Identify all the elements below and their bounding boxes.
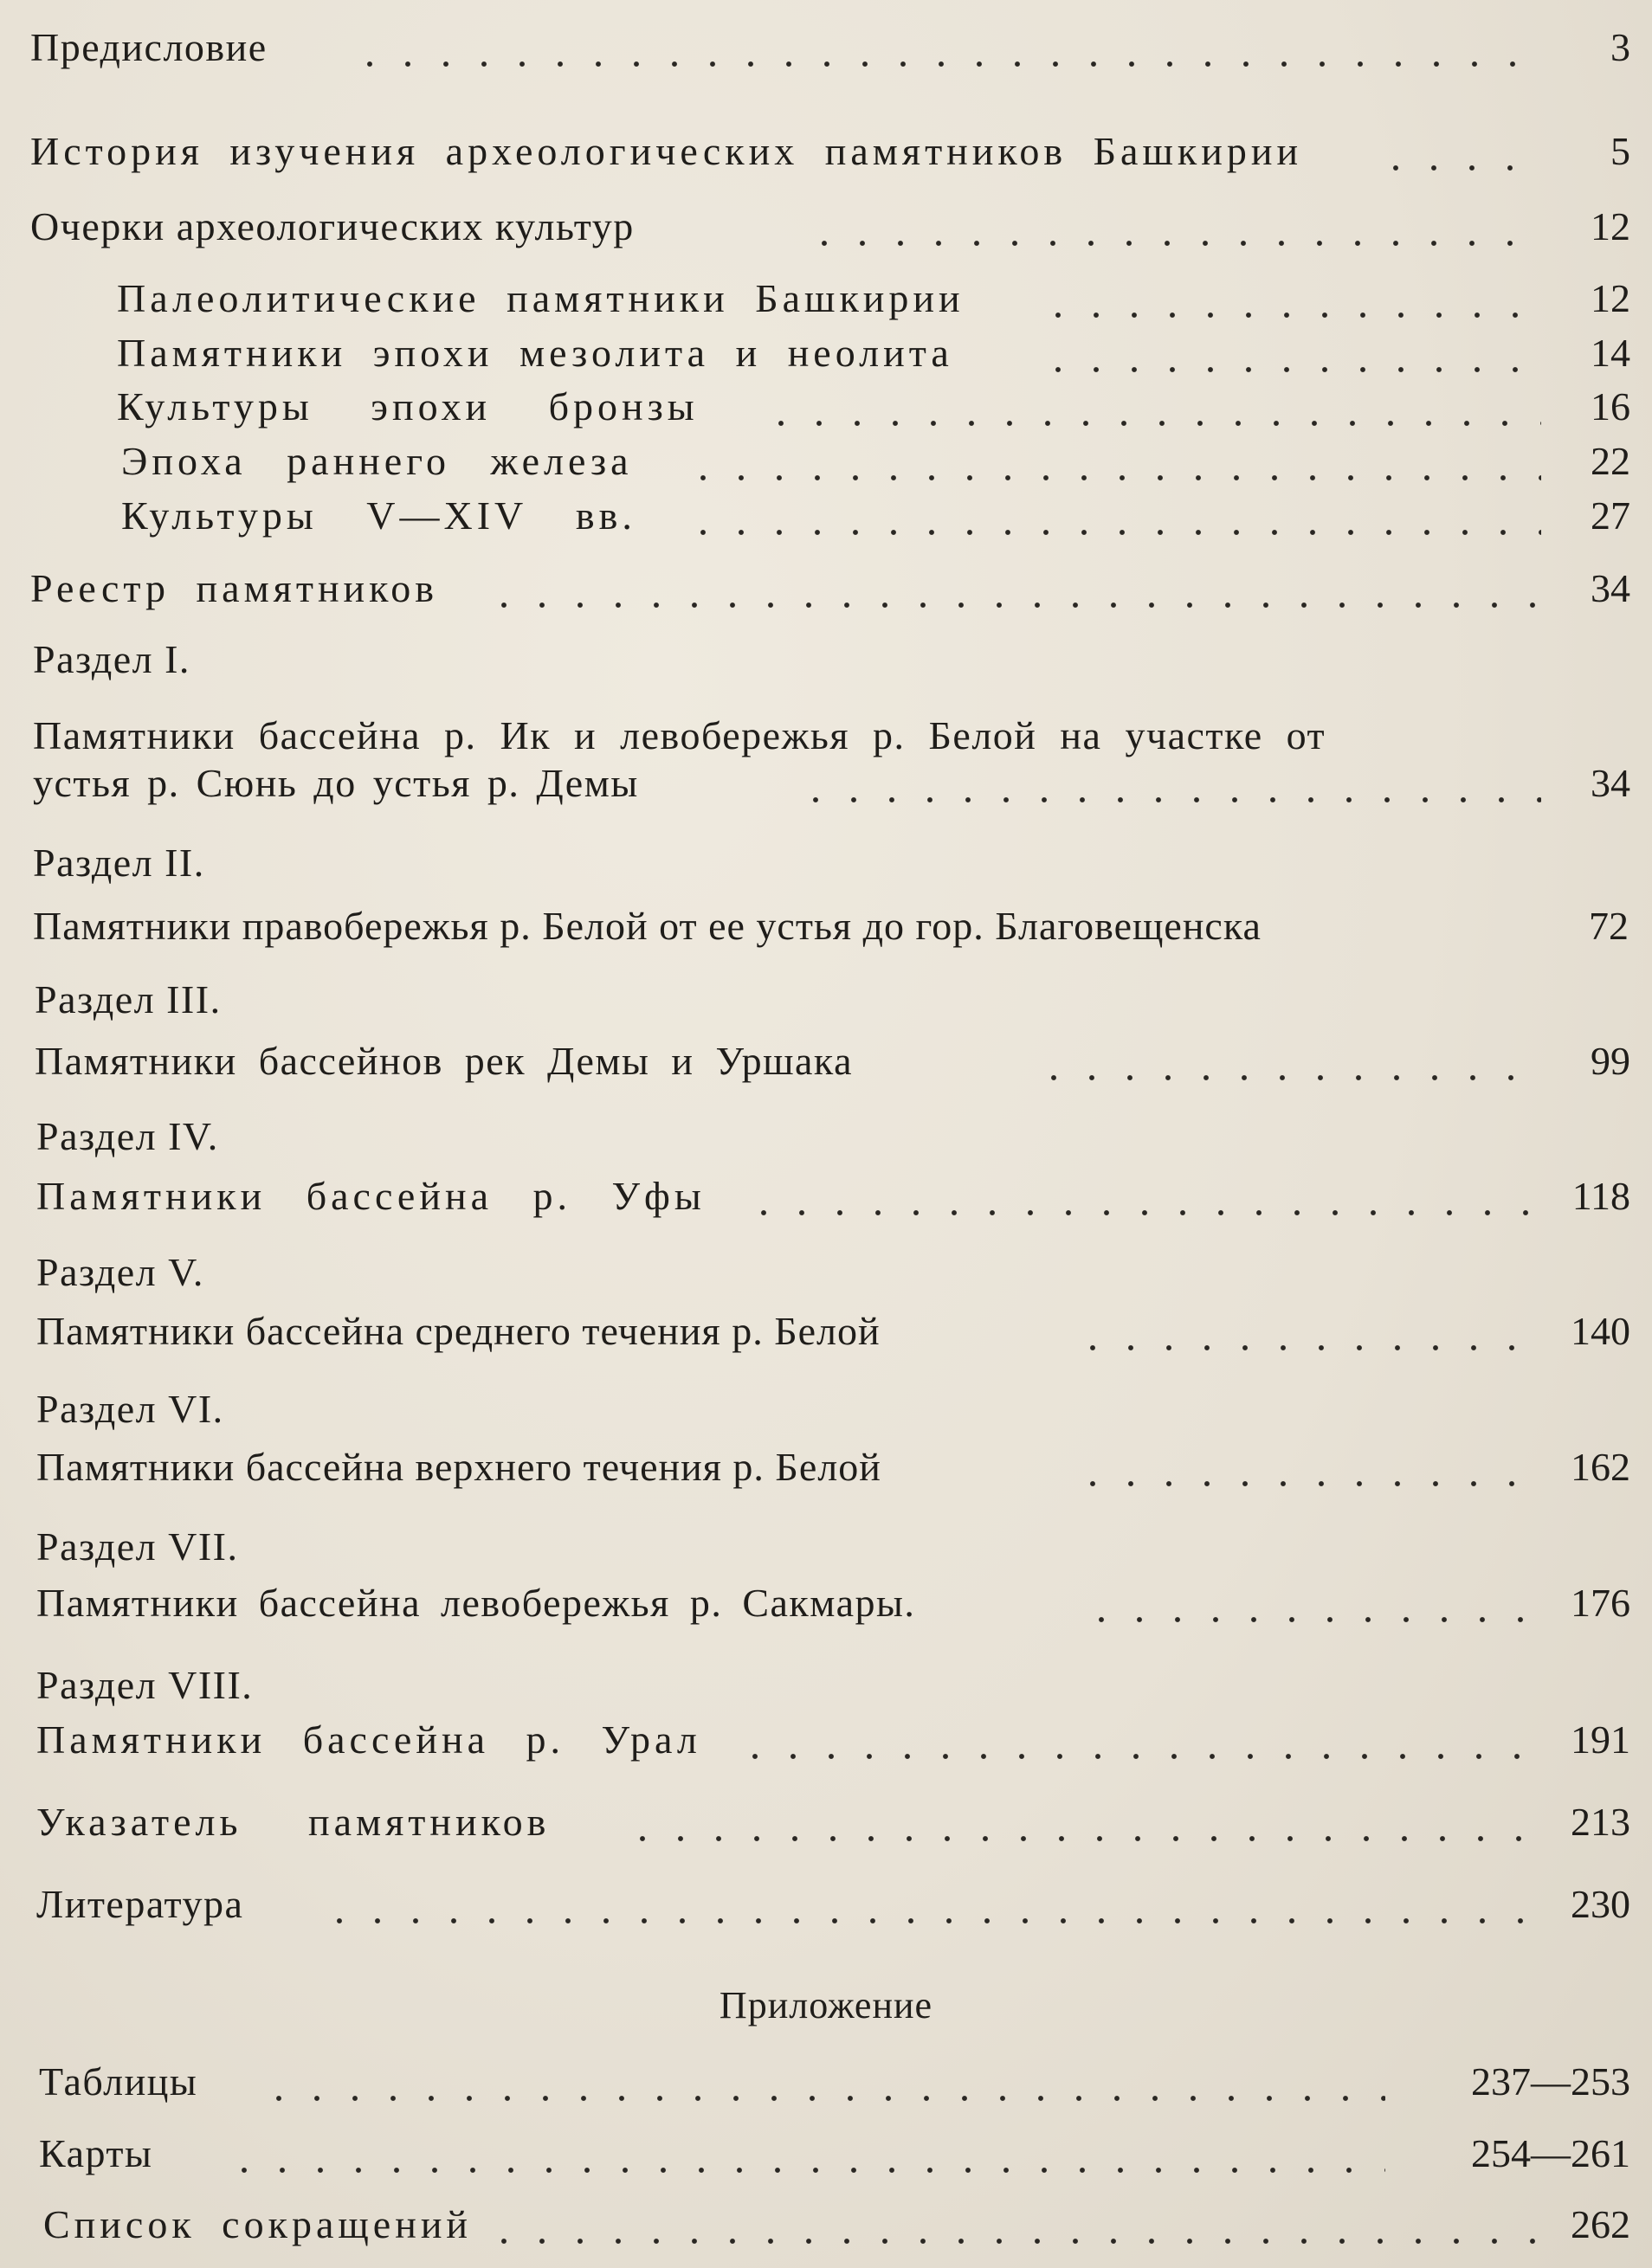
entry-title: Памятники бассейна р. Урал: [36, 1717, 701, 1762]
entry-title: Памятники бассейна среднего течения р. Белой: [36, 1309, 881, 1353]
toc-section-6[interactable]: [0, 1441, 1652, 1502]
toc-subentry[interactable]: [0, 273, 1652, 333]
entry-title: Палеолитические памятники Башкирии: [117, 276, 965, 320]
section-label: Раздел V.: [36, 1250, 204, 1294]
page-number: 230: [1571, 1882, 1630, 1926]
leader-dots: [1082, 1615, 1541, 1624]
leader-dots: [762, 419, 1541, 428]
leader-dots: [351, 60, 1541, 68]
toc-subentry[interactable]: [0, 490, 1652, 551]
entry-title: Список сокращений: [43, 2202, 473, 2246]
entry-title: Памятники эпохи мезолита и неолита: [117, 331, 953, 375]
toc-section-8[interactable]: [0, 1714, 1652, 1775]
toc-subentry[interactable]: [0, 435, 1652, 496]
page-number: 237—253: [1471, 2059, 1630, 2104]
entry-title: устья р. Сюнь до устья р. Демы: [33, 761, 639, 805]
toc-subentry[interactable]: [0, 327, 1652, 388]
leader-dots: [1074, 1479, 1541, 1488]
leader-dots: [623, 1834, 1541, 1843]
toc-subentry[interactable]: [0, 381, 1652, 441]
toc-entry-preface[interactable]: [0, 22, 1652, 82]
page-number: 3: [1610, 25, 1630, 69]
page-number: 14: [1591, 331, 1630, 375]
entry-title: Указатель памятников: [36, 1800, 551, 1844]
entry-title: Эпоха раннего железа: [121, 439, 633, 483]
leader-dots: [805, 239, 1541, 248]
entry-title: Реестр памятников: [30, 566, 438, 610]
entry-title: Культуры эпохи бронзы: [117, 384, 699, 428]
entry-title: Культуры V—XIV вв.: [121, 493, 636, 538]
entry-title: Литература: [36, 1882, 244, 1926]
leader-dots: [1035, 1073, 1541, 1082]
leader-dots: [736, 1752, 1541, 1761]
leader-dots: [260, 2094, 1385, 2103]
page-number: 34: [1591, 761, 1630, 805]
toc-appendix-tables[interactable]: [0, 2056, 1652, 2117]
toc-section-7[interactable]: [0, 1577, 1652, 1638]
toc-entry-literature[interactable]: [0, 1878, 1652, 1939]
leader-dots: [684, 528, 1541, 537]
page-number: 12: [1591, 204, 1630, 248]
entry-title: Карты: [39, 2131, 153, 2175]
entry-title: Таблицы: [39, 2059, 198, 2104]
page-number: 27: [1591, 493, 1630, 538]
page-number: 162: [1571, 1445, 1630, 1489]
toc-appendix-maps[interactable]: [0, 2128, 1652, 2188]
leader-dots: [684, 474, 1541, 482]
section-label: Раздел VI.: [36, 1387, 224, 1431]
toc-appendix-abbreviations[interactable]: [0, 2199, 1652, 2259]
entry-title: Предисловие: [30, 25, 268, 69]
page-number: 254—261: [1471, 2131, 1630, 2175]
leader-dots: [320, 1917, 1541, 1925]
section-label: Раздел IV.: [36, 1114, 219, 1158]
appendix-heading: Приложение: [719, 1984, 933, 2026]
leader-dots: [225, 2166, 1385, 2175]
leader-dots: [1377, 164, 1541, 172]
leader-dots: [1039, 311, 1541, 319]
page-number: 12: [1591, 276, 1630, 320]
page-number: 34: [1591, 566, 1630, 610]
leader-dots: [797, 796, 1541, 804]
section-label: Раздел VIII.: [36, 1663, 254, 1707]
toc-entry-registry[interactable]: [0, 563, 1652, 623]
section-label: Раздел VII.: [36, 1524, 239, 1569]
entry-title: Очерки археологических культур: [30, 204, 635, 248]
entry-title: Памятники бассейна левобережья р. Сакмары.: [36, 1581, 916, 1625]
leader-dots: [1074, 1343, 1541, 1352]
leader-dots: [745, 1208, 1541, 1217]
page-number: 262: [1571, 2202, 1630, 2246]
entry-title: Памятники правобережья р. Белой от ее устья до гор. Благовещенска: [33, 904, 1262, 948]
section-label: Раздел I.: [33, 637, 190, 681]
page-number: 140: [1571, 1309, 1630, 1353]
page-number: 176: [1571, 1581, 1630, 1625]
section-label: Раздел II.: [33, 841, 205, 885]
toc-section-5[interactable]: [0, 1305, 1652, 1366]
section-label: Раздел III.: [35, 977, 222, 1021]
entry-title: Памятники бассейна р. Ик и левобережья р. Белой на участке от: [33, 713, 1326, 757]
page-number: 5: [1610, 129, 1630, 173]
entry-title: Памятники бассейнов рек Демы и Уршака: [35, 1039, 853, 1083]
page-number: 118: [1571, 1174, 1630, 1218]
toc-section-3[interactable]: [0, 1035, 1652, 1096]
page-number: 16: [1591, 384, 1630, 428]
entry-title: История изучения археологических памятников Башкирии: [30, 129, 1303, 173]
toc-section-2[interactable]: [0, 900, 1652, 961]
page-number: 213: [1571, 1800, 1630, 1844]
leader-dots: [1039, 365, 1541, 374]
toc-entry-index[interactable]: [0, 1796, 1652, 1857]
page-number: 72: [1589, 904, 1629, 948]
page-number: 191: [1571, 1717, 1630, 1762]
page-number: 99: [1591, 1039, 1630, 1083]
toc-section-4[interactable]: [0, 1170, 1652, 1231]
toc-section-1-line-2[interactable]: [0, 757, 1652, 818]
entry-title: Памятники бассейна верхнего течения р. Белой: [36, 1445, 881, 1489]
leader-dots: [485, 2237, 1541, 2245]
leader-dots: [485, 601, 1541, 609]
toc-entry-history[interactable]: [0, 126, 1652, 186]
toc-entry-essays[interactable]: [0, 201, 1652, 261]
page-number: 22: [1591, 439, 1630, 483]
entry-title: Памятники бассейна р. Уфы: [36, 1174, 706, 1218]
